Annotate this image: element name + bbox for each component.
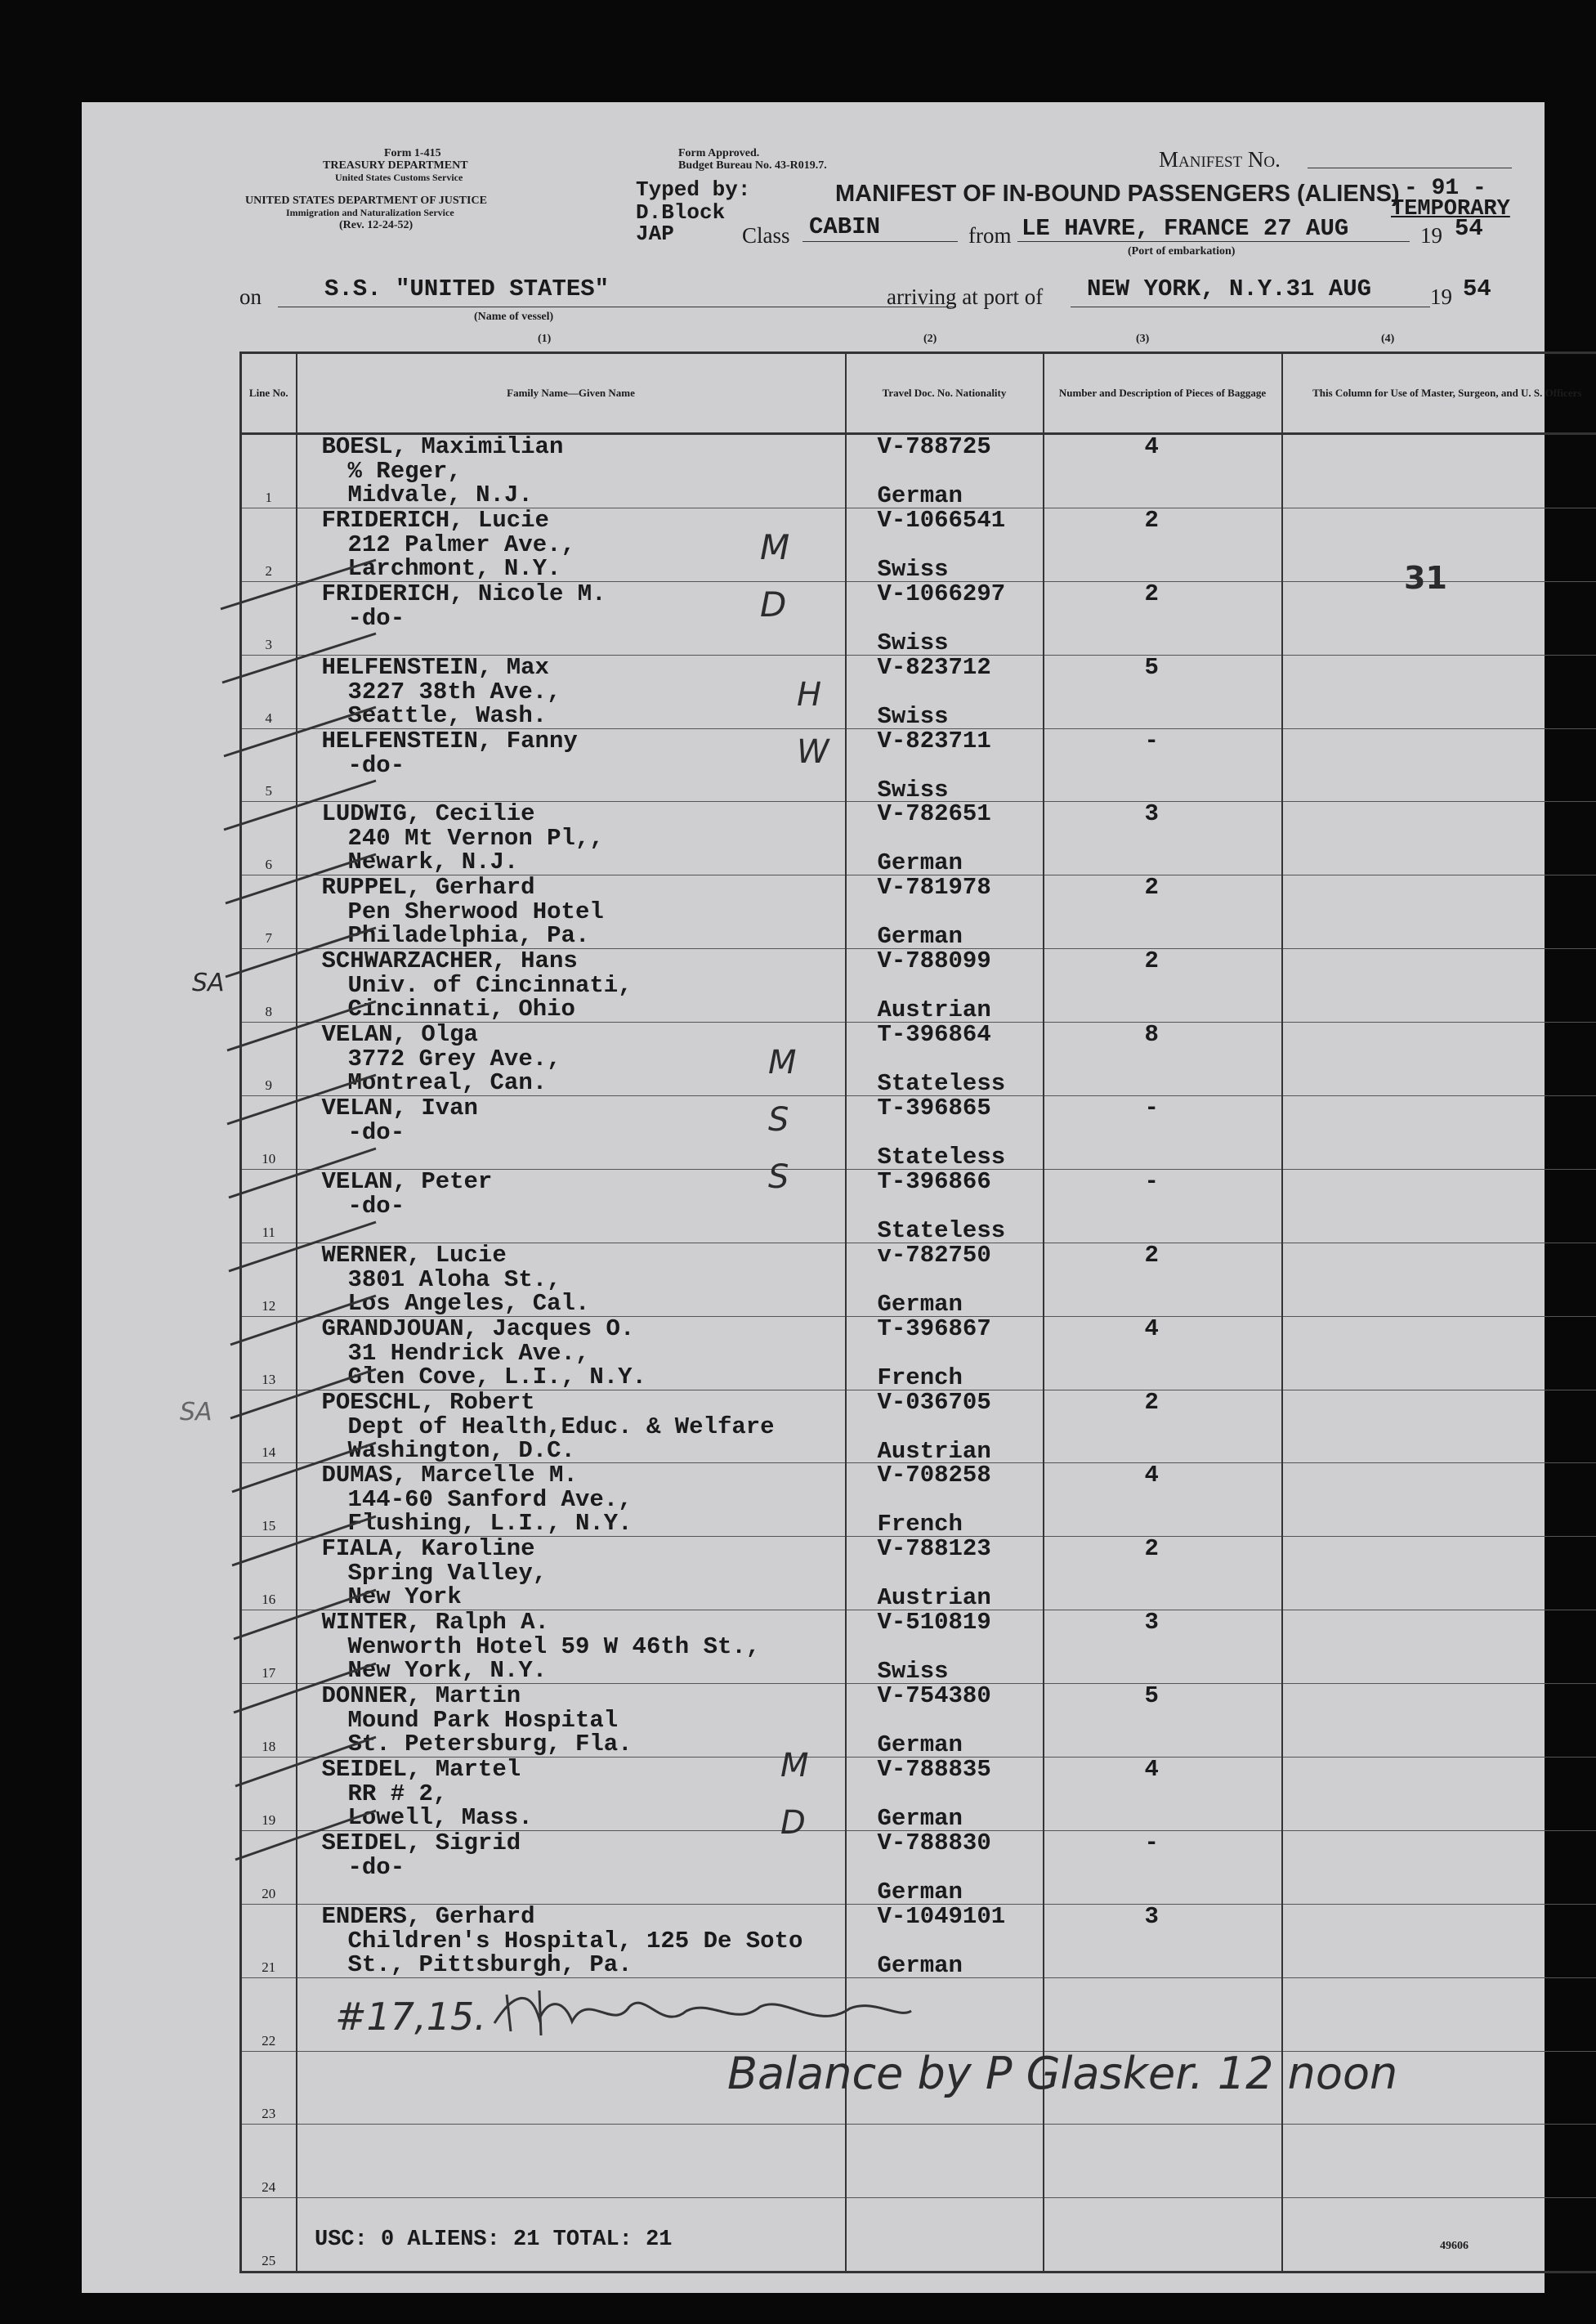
nationality: Stateless (877, 1144, 1006, 1171)
baggage-cell (1044, 1390, 1282, 1463)
handwritten-signature (490, 1974, 915, 2048)
col-number-4: (4) (1381, 333, 1395, 345)
passenger-address-2: New York (347, 1583, 462, 1611)
line-number: 13 (241, 1316, 297, 1390)
arriving-value: NEW YORK, N.Y.31 AUG (1087, 275, 1372, 302)
typed-by-name: D.Block (636, 200, 726, 225)
travel-doc-cell (846, 1169, 1044, 1243)
line-number: 9 (241, 1023, 297, 1096)
baggage-count: - (1144, 1167, 1159, 1195)
passenger-address-2: St. Petersburg, Fla. (347, 1731, 633, 1758)
passenger-name: VELAN, Ivan (321, 1095, 478, 1122)
form-approved: Form Approved. (678, 147, 760, 159)
passenger-name: HELFENSTEIN, Fanny (321, 727, 578, 755)
passenger-address-1: Children's Hospital, 125 De Soto (347, 1927, 803, 1955)
line-number: 3 (241, 581, 297, 655)
col-header-name: Family Name—Given Name (297, 353, 846, 434)
officer-use-cell (1282, 1830, 1596, 1904)
from-line (1017, 241, 1410, 242)
name-cell (297, 2125, 846, 2198)
travel-doc-cell (846, 2198, 1044, 2273)
nationality: German (877, 849, 963, 877)
passenger-address-2: Los Angeles, Cal. (347, 1289, 590, 1317)
passenger-address-1: Pen Sherwood Hotel (347, 898, 604, 926)
baggage-count: 2 (1144, 947, 1159, 975)
passenger-table (239, 352, 1596, 2273)
table-row (241, 508, 1596, 581)
travel-doc-cell (846, 434, 1044, 508)
passenger-name: VELAN, Olga (321, 1021, 478, 1049)
travel-doc-cell (846, 1537, 1044, 1610)
table-row (241, 1537, 1596, 1610)
table-row (241, 1904, 1596, 1977)
nationality: Austrian (877, 996, 991, 1024)
baggage-count: 2 (1144, 1535, 1159, 1563)
baggage-count: 3 (1144, 1902, 1159, 1930)
nationality: Austrian (877, 1584, 991, 1612)
travel-doc-number: V-510819 (877, 1609, 991, 1637)
baggage-cell (1044, 1243, 1282, 1316)
typed-by-label: Typed by: (636, 177, 751, 202)
nationality: Swiss (877, 629, 949, 656)
line-number: 2 (241, 508, 297, 581)
table-row (241, 1023, 1596, 1096)
travel-doc-cell (846, 2125, 1044, 2198)
travel-doc-number: V-708258 (877, 1462, 991, 1489)
nationality: French (877, 1511, 963, 1538)
table-row (241, 1610, 1596, 1684)
line-number: 8 (241, 949, 297, 1023)
baggage-count: - (1144, 1095, 1159, 1122)
officer-use-cell (1282, 1243, 1596, 1316)
baggage-count: - (1144, 727, 1159, 755)
travel-doc-cell (846, 1904, 1044, 1977)
passenger-address-2: Larchmont, N.Y. (347, 554, 561, 582)
passenger-address-2: Cincinnati, Ohio (347, 996, 575, 1023)
nationality: German (877, 1731, 963, 1759)
officer-use-cell (1282, 1096, 1596, 1170)
col-header-officers: This Column for Use of Master, Surgeon, and U. S. Officers (1282, 353, 1596, 434)
officer-use-cell (1282, 1610, 1596, 1684)
table-row (241, 875, 1596, 949)
travel-doc-number: T-396866 (877, 1167, 991, 1195)
travel-doc-number: V-1049101 (877, 1902, 1006, 1930)
officer-use-cell (1282, 1684, 1596, 1758)
baggage-cell (1044, 1169, 1282, 1243)
baggage-cell (1044, 802, 1282, 875)
travel-doc-number: V-781978 (877, 874, 991, 902)
table-row (241, 949, 1596, 1023)
line-number: 1 (241, 434, 297, 508)
passenger-name: GRANDJOUAN, Jacques O. (321, 1314, 635, 1342)
passenger-address-1: 240 Mt Vernon Pl,, (347, 825, 604, 853)
manifest-no-label: Manifest No. (1159, 147, 1281, 172)
vessel-value: S.S. "UNITED STATES" (324, 275, 610, 302)
travel-doc-number: V-036705 (877, 1388, 991, 1416)
travel-doc-number: V-788123 (877, 1535, 991, 1563)
baggage-cell (1044, 1610, 1282, 1684)
dept-treasury: TREASURY DEPARTMENT (323, 159, 468, 172)
arriving-year-value: 54 (1463, 275, 1491, 302)
passenger-address-1: 3772 Grey Ave., (347, 1046, 561, 1073)
nationality: Swiss (877, 776, 949, 804)
table-row (241, 581, 1596, 655)
passenger-address-1: 212 Palmer Ave., (347, 531, 575, 558)
travel-doc-cell (846, 949, 1044, 1023)
passenger-name: POESCHL, Robert (321, 1388, 535, 1416)
table-row (241, 802, 1596, 875)
officer-use-cell (1282, 1316, 1596, 1390)
table-row (241, 728, 1596, 802)
col-header-line: Line No. (241, 353, 297, 434)
travel-doc-number: T-396867 (877, 1314, 991, 1342)
passenger-address-1: Wenworth Hotel 59 W 46th St., (347, 1633, 761, 1661)
passenger-name: WERNER, Lucie (321, 1241, 507, 1269)
officer-use-cell (1282, 1169, 1596, 1243)
baggage-count: 2 (1144, 874, 1159, 902)
passenger-address-1: Spring Valley, (347, 1560, 548, 1587)
table-row (241, 1684, 1596, 1758)
officer-use-cell (1282, 949, 1596, 1023)
table-row (241, 1169, 1596, 1243)
passenger-address-2: Flushing, L.I., N.Y. (347, 1510, 633, 1538)
line-number: 21 (241, 1904, 297, 1977)
travel-doc-number: V-788725 (877, 433, 991, 460)
check-marks (212, 527, 392, 1917)
officer-use-cell (1282, 434, 1596, 508)
line-number: 22 (241, 1977, 297, 2051)
handwritten-mark-velan: M S S (768, 1044, 797, 1196)
passenger-address-2: Seattle, Wash. (347, 701, 548, 729)
travel-doc-number: V-788835 (877, 1756, 991, 1784)
name-cell (297, 434, 846, 508)
passenger-address-1: 144-60 Sanford Ave., (347, 1486, 633, 1514)
passenger-address-1: 31 Hendrick Ave., (347, 1339, 590, 1367)
class-value: CABIN (809, 213, 881, 240)
officer-use-cell (1282, 728, 1596, 802)
baggage-count: 2 (1144, 580, 1159, 607)
handwritten-note-row23: Balance by P Glasker. 12 noon (727, 2048, 1398, 2099)
travel-doc-cell (846, 802, 1044, 875)
passenger-address-1: Dept of Health,Educ. & Welfare (347, 1413, 775, 1440)
budget-bureau: Budget Bureau No. 43-R019.7. (678, 159, 827, 172)
passenger-address-1: Univ. of Cincinnati, (347, 972, 633, 1000)
travel-doc-cell (846, 1096, 1044, 1170)
baggage-cell (1044, 655, 1282, 728)
nationality: French (877, 1364, 963, 1391)
on-label: on (239, 284, 262, 309)
handwritten-mark-friderich: M D (760, 527, 790, 625)
passenger-name: SEIDEL, Sigrid (321, 1829, 521, 1856)
class-label: Class (742, 223, 790, 248)
table-row (241, 655, 1596, 728)
line-number: 24 (241, 2125, 297, 2198)
travel-doc-cell (846, 1023, 1044, 1096)
passenger-name: FIALA, Karoline (321, 1535, 535, 1563)
baggage-cell (1044, 434, 1282, 508)
baggage-count: 4 (1144, 1462, 1159, 1489)
travel-doc-number: V-823711 (877, 727, 991, 755)
form-number: Form 1-415 (384, 147, 441, 159)
baggage-cell (1044, 581, 1282, 655)
dept-customs: United States Customs Service (335, 172, 463, 183)
passenger-address-2: Newark, N.J. (347, 849, 519, 876)
temporary-stamp: TEMPORARY (1391, 197, 1510, 222)
travel-doc-number: V-754380 (877, 1682, 991, 1710)
table-row (241, 434, 1596, 508)
table-row (241, 1830, 1596, 1904)
line-number: 19 (241, 1758, 297, 1831)
travel-doc-number: T-396865 (877, 1095, 991, 1122)
from-label: from (968, 223, 1012, 248)
port-embark-label: (Port of embarkation) (1128, 245, 1236, 257)
nationality: Stateless (877, 1070, 1006, 1098)
passenger-address-2: New York, N.Y. (347, 1657, 548, 1685)
passenger-address-2: Montreal, Can. (347, 1069, 548, 1097)
table-row (241, 1096, 1596, 1170)
passenger-name: FRIDERICH, Lucie (321, 506, 549, 534)
travel-doc-number: V-788099 (877, 947, 991, 975)
officer-use-cell (1282, 1390, 1596, 1463)
travel-doc-cell (846, 1390, 1044, 1463)
passenger-address-1: 3227 38th Ave., (347, 678, 561, 705)
baggage-cell (1044, 949, 1282, 1023)
officer-use-cell (1282, 1463, 1596, 1537)
baggage-count: 2 (1144, 1388, 1159, 1416)
baggage-cell (1044, 1904, 1282, 1977)
handwritten-note-row22: #17,15. (335, 1995, 486, 2039)
baggage-cell (1044, 1830, 1282, 1904)
table-row (241, 1463, 1596, 1537)
baggage-count: 2 (1144, 506, 1159, 534)
line-number: 16 (241, 1537, 297, 1610)
line-number: 11 (241, 1169, 297, 1243)
col-header-travel: Travel Doc. No. Nationality (846, 353, 1044, 434)
officer-use-cell (1282, 875, 1596, 949)
passenger-name: HELFENSTEIN, Max (321, 653, 549, 681)
handwritten-mark-seidel: M D (780, 1747, 809, 1842)
baggage-count: 8 (1144, 1021, 1159, 1049)
travel-doc-number: T-396864 (877, 1021, 991, 1049)
officer-use-cell (1282, 2125, 1596, 2198)
nationality: Swiss (877, 555, 949, 583)
baggage-cell (1044, 1096, 1282, 1170)
line-number: 5 (241, 728, 297, 802)
col-number-2: (2) (923, 333, 937, 345)
travel-doc-cell (846, 581, 1044, 655)
travel-doc-number: V-788830 (877, 1829, 991, 1856)
revision: (Rev. 12-24-52) (339, 219, 414, 231)
baggage-cell (1044, 1758, 1282, 1831)
passenger-name: DONNER, Martin (321, 1682, 521, 1710)
baggage-count: 4 (1144, 1314, 1159, 1342)
line-number: 23 (241, 2051, 297, 2125)
line-number: 4 (241, 655, 297, 728)
baggage-count: 5 (1144, 653, 1159, 681)
officer-use-cell (1282, 1537, 1596, 1610)
nationality: Swiss (877, 702, 949, 730)
nationality: Swiss (877, 1658, 949, 1686)
line-number: 7 (241, 875, 297, 949)
line-number: 10 (241, 1096, 297, 1170)
passenger-address-1: 3801 Aloha St., (347, 1265, 561, 1293)
handwritten-margin-sa: SA (180, 1398, 212, 1426)
manifest-title: MANIFEST OF IN-BOUND PASSENGERS (ALIENS) (835, 181, 1400, 207)
passenger-address-2: Washington, D.C. (347, 1436, 575, 1464)
passenger-name: VELAN, Peter (321, 1167, 493, 1195)
baggage-cell (1044, 508, 1282, 581)
officer-use-cell (1282, 1758, 1596, 1831)
table-row (241, 1243, 1596, 1316)
passenger-address-1: -do- (347, 1853, 405, 1881)
col-number-3: (3) (1136, 333, 1150, 345)
year-prefix: 19 (1420, 223, 1442, 248)
class-line (802, 241, 958, 242)
travel-doc-cell (846, 1463, 1044, 1537)
travel-doc-number: V-823712 (877, 653, 991, 681)
arriving-label: arriving at port of (887, 284, 1044, 309)
line-number: 14 (241, 1390, 297, 1463)
nationality: German (877, 1290, 963, 1318)
line-number: 17 (241, 1610, 297, 1684)
passenger-name: DUMAS, Marcelle M. (321, 1462, 578, 1489)
travel-doc-cell (846, 1610, 1044, 1684)
officer-use-cell (1282, 802, 1596, 875)
baggage-count: 4 (1144, 433, 1159, 460)
passenger-name: ENDERS, Gerhard (321, 1902, 535, 1930)
travel-doc-number: v-782750 (877, 1241, 991, 1269)
baggage-count: - (1144, 1829, 1159, 1856)
dept-justice: UNITED STATES DEPARTMENT OF JUSTICE (245, 195, 487, 207)
passenger-address-2: Midvale, N.J. (347, 481, 533, 508)
passenger-address-2: Philadelphia, Pa. (347, 922, 590, 950)
arriving-year-prefix: 19 (1430, 284, 1452, 309)
manifest-sheet (82, 102, 1582, 2293)
officer-use-cell (1282, 1977, 1596, 2051)
dept-ins: Immigration and Naturalization Service (286, 207, 454, 218)
passenger-address-1: -do- (347, 1119, 405, 1147)
passenger-name: SCHWARZACHER, Hans (321, 947, 578, 975)
baggage-count: 5 (1144, 1682, 1159, 1710)
line-number: 25 (241, 2198, 297, 2273)
baggage-count: 3 (1144, 800, 1159, 828)
passenger-address-2: Lowell, Mass. (347, 1804, 533, 1832)
passenger-address-1: Mound Park Hospital (347, 1707, 619, 1735)
footer-form-code: 49606 (1440, 2240, 1469, 2252)
nationality: German (877, 482, 963, 509)
col-header-baggage: Number and Description of Pieces of Baggage (1044, 353, 1282, 434)
passenger-address-1: -do- (347, 604, 405, 632)
baggage-cell (1044, 1463, 1282, 1537)
line-number: 15 (241, 1463, 297, 1537)
baggage-cell (1044, 1023, 1282, 1096)
travel-doc-cell (846, 1830, 1044, 1904)
travel-doc-cell (846, 1316, 1044, 1390)
col-number-1: (1) (538, 333, 552, 345)
travel-doc-cell (846, 1684, 1044, 1758)
nationality: German (877, 1805, 963, 1833)
passenger-name: LUDWIG, Cecilie (321, 800, 535, 828)
footer-totals: USC: 0 ALIENS: 21 TOTAL: 21 (315, 2228, 673, 2252)
officer-use-cell (1282, 655, 1596, 728)
typed-by-initials: JAP (636, 222, 674, 246)
passenger-name: RUPPEL, Gerhard (321, 874, 535, 902)
baggage-cell (1044, 1977, 1282, 2051)
officer-use-cell (1282, 1904, 1596, 1977)
line-number: 6 (241, 802, 297, 875)
baggage-cell (1044, 2125, 1282, 2198)
officer-use-cell (1282, 1023, 1596, 1096)
table-row (241, 1316, 1596, 1390)
travel-doc-cell (846, 1758, 1044, 1831)
passenger-name: WINTER, Ralph A. (321, 1609, 549, 1637)
travel-doc-cell (846, 655, 1044, 728)
table-row (241, 1758, 1596, 1831)
passenger-address-2: St., Pittsburgh, Pa. (347, 1950, 633, 1978)
baggage-cell (1044, 2198, 1282, 2273)
baggage-cell (1044, 1316, 1282, 1390)
line-number: 12 (241, 1243, 297, 1316)
travel-doc-number: V-782651 (877, 800, 991, 828)
nationality: Austrian (877, 1437, 991, 1465)
baggage-count: 2 (1144, 1241, 1159, 1269)
passenger-name: SEIDEL, Martel (321, 1756, 521, 1784)
nationality: Stateless (877, 1216, 1006, 1244)
nationality: German (877, 1951, 963, 1979)
table-row (241, 1390, 1596, 1463)
passenger-name: BOESL, Maximilian (321, 433, 564, 460)
manifest-no-value: - 91 - (1404, 176, 1486, 201)
passenger-address-1: -do- (347, 751, 405, 779)
passenger-address-1: RR # 2, (347, 1780, 448, 1808)
officer-use-cell (1282, 2198, 1596, 2273)
travel-doc-number: V-1066541 (877, 506, 1006, 534)
nationality: German (877, 1878, 963, 1905)
handwritten-margin-sa: SA (192, 969, 225, 997)
baggage-cell (1044, 728, 1282, 802)
travel-doc-cell (846, 1243, 1044, 1316)
handwritten-officer-count: 31 (1404, 560, 1447, 596)
baggage-cell (1044, 875, 1282, 949)
baggage-cell (1044, 1537, 1282, 1610)
handwritten-mark-helfenstein: H W (797, 676, 829, 771)
line-number: 20 (241, 1830, 297, 1904)
travel-doc-cell (846, 508, 1044, 581)
year-value: 54 (1455, 215, 1483, 242)
baggage-cell (1044, 1684, 1282, 1758)
vessel-label: (Name of vessel) (474, 311, 554, 323)
passenger-address-1: % Reger, (347, 458, 462, 485)
passenger-address-1: -do- (347, 1192, 405, 1220)
baggage-count: 3 (1144, 1609, 1159, 1637)
baggage-count: 4 (1144, 1756, 1159, 1784)
line-number: 18 (241, 1684, 297, 1758)
travel-doc-cell (846, 728, 1044, 802)
passenger-address-2: Glen Cove, L.I., N.Y. (347, 1363, 646, 1390)
passenger-name: FRIDERICH, Nicole M. (321, 580, 606, 607)
nationality: German (877, 923, 963, 951)
table-row (241, 2125, 1596, 2198)
travel-doc-cell (846, 875, 1044, 949)
travel-doc-number: V-1066297 (877, 580, 1006, 607)
from-value: LE HAVRE, FRANCE 27 AUG (1022, 215, 1349, 242)
